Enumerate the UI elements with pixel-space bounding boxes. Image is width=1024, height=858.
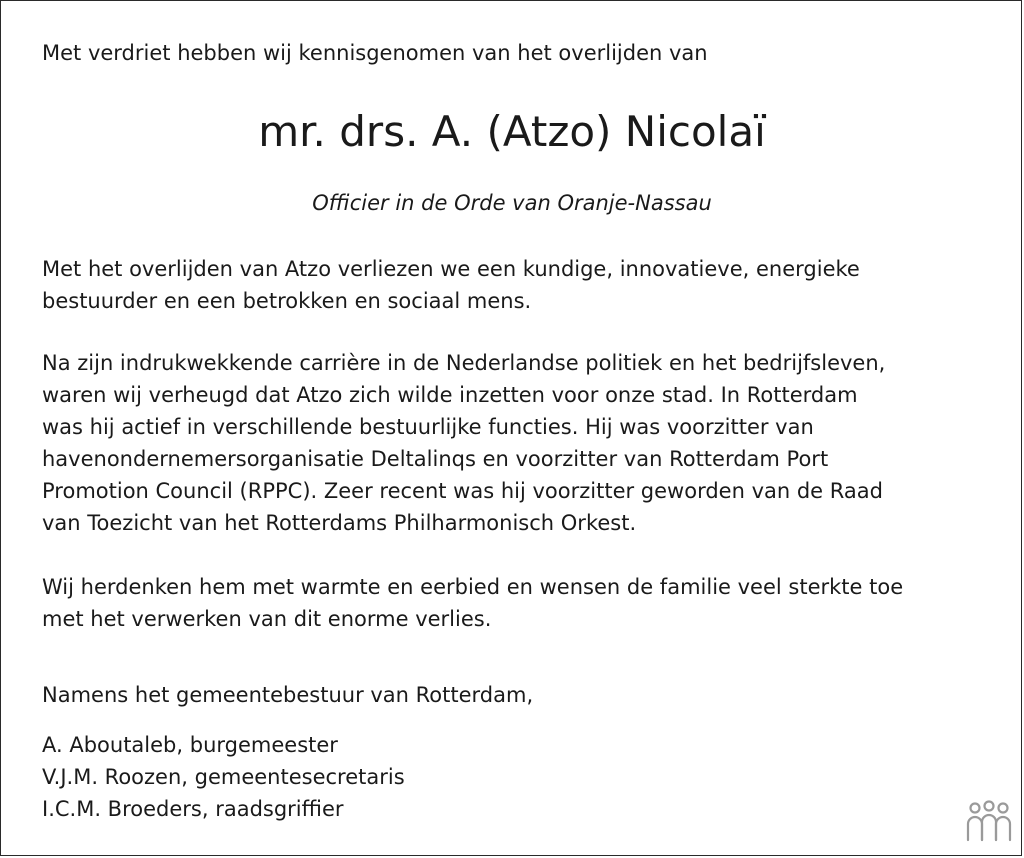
paragraph-line: Na zijn indrukwekkende carrière in de Nederlandse politiek en het bedrijfsleven, (42, 351, 886, 375)
paragraph-3 (42, 571, 903, 635)
signatory: I.C.M. Broeders, raadsgriffier (42, 797, 344, 821)
honor-title: Officier in de Orde van Oranje-Nassau (312, 191, 712, 215)
intro-text: Met verdriet hebben wij kennisgenomen van het overlijden van (42, 41, 708, 65)
paragraph-line: Met het overlijden van Atzo verliezen we een kundige, innovatieve, energieke (42, 257, 860, 281)
signatory: V.J.M. Roozen, gemeentesecretaris (42, 765, 405, 789)
signatory: A. Aboutaleb, burgemeester (42, 733, 338, 757)
deceased-name: mr. drs. A. (Atzo) Nicolaï (258, 107, 766, 156)
paragraph-line: Promotion Council (RPPC). Zeer recent was hij voorzitter geworden van de Raad (42, 479, 883, 503)
paragraph-line: bestuurder en een betrokken en sociaal mens. (42, 289, 532, 313)
paragraph-line: Wij herdenken hem met warmte en eerbied en wensen de familie veel sterkte toe (42, 575, 904, 599)
paragraph-line: met het verwerken van dit enorme verlies. (42, 607, 492, 631)
paragraph-line: waren wij verheugd dat Atzo zich wilde inzetten voor onze stad. In Rotterdam (42, 383, 858, 407)
signatories (42, 729, 405, 825)
paragraph-line: van Toezicht van het Rotterdams Philharmonisch Orkest. (42, 511, 637, 535)
paragraph-1 (42, 253, 860, 317)
paragraph-line: was hij actief in verschillende bestuurlijke functies. Hij was voorzitter van (42, 415, 814, 439)
paragraph-2 (42, 347, 885, 539)
on-behalf-line: Namens het gemeentebestuur van Rotterdam, (42, 683, 534, 707)
people-group-icon (964, 800, 1014, 844)
paragraph-line: havenondernemersorganisatie Deltalinqs en voorzitter van Rotterdam Port (42, 447, 829, 471)
